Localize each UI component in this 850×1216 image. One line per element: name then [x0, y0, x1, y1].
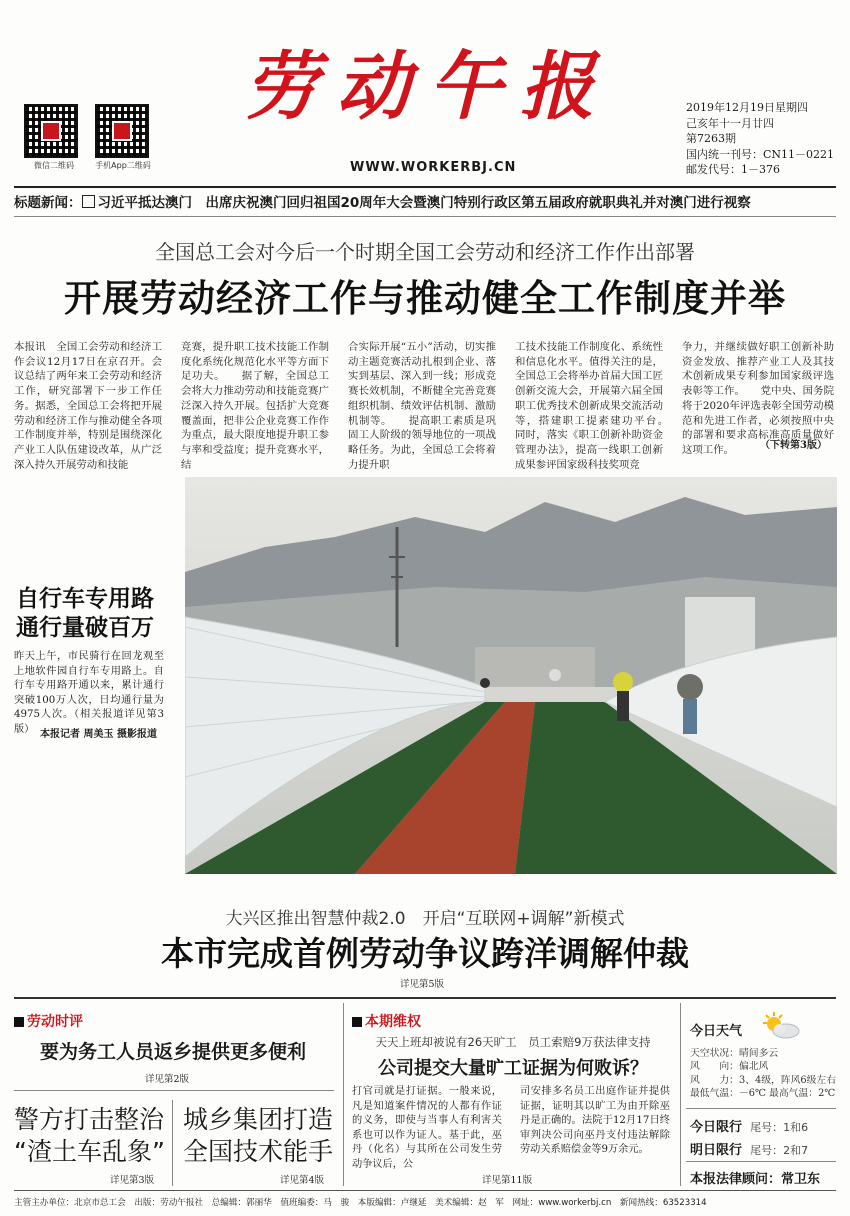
rights-column-2: 司安排多名员工出庭作证并提供证据，证明其以旷工为由开除巫丹是正确的。法院于12月17日终审判决公司向巫丹支付违法解除劳动关系赔偿金等9万余元。	[520, 1086, 670, 1155]
newspaper-logo: 劳动午报	[244, 44, 612, 130]
lead-continued: （下转第3版）	[760, 440, 827, 451]
traffic-tomorrow-value: 尾号：2和7	[750, 1144, 809, 1157]
masthead-info	[686, 100, 834, 178]
lead-kicker: 全国总工会对今后一个时期全国工会劳动和经济工作作出部署	[155, 240, 695, 264]
app-qr-code	[95, 104, 149, 158]
commentary-see-page[interactable]: 详见第2版	[145, 1074, 190, 1085]
ticker-text[interactable]: 习近平抵达澳门 出席庆祝澳门回归祖国20周年大会暨澳门特别行政区第五届政府就职典礼并对澳门进行视察	[97, 195, 751, 211]
ticker-label: 标题新闻：	[14, 195, 82, 211]
photo-caption: 昨天上午，市民骑行在回龙观至上地软件园自行车专用路上。自行车专用路开通以来，累计通行突破100万人次，日均通行量为4975人次。（相关报道详见第3版）	[14, 651, 164, 735]
commentary-section-label: 劳动时评	[27, 1014, 83, 1030]
traffic-today-label: 今日限行	[690, 1120, 743, 1135]
rights-headline[interactable]: 公司提交大量旷工证据为何败诉？	[378, 1058, 648, 1079]
issue-number: 第7263期	[686, 132, 736, 145]
lead-column-1: 本报讯 全国工会劳动和经济工作会议12月17日在京召开。会议总结了两年来工会劳动和经济工作，研究部署下一步工作任务。据悉，全国总工会将把开展劳动和经济工作与推动健全各项工作制度并举，特别是围绕深化产业工人队伍建设改革，从广泛深入持久开展劳动和技能	[14, 341, 162, 471]
wechat-qr-caption: 微信二维码	[34, 161, 74, 170]
photo-headline	[16, 585, 154, 643]
photo-headline-line1: 自行车专用路	[16, 586, 154, 612]
traffic-tomorrow	[690, 1139, 808, 1158]
weather-title: 今日天气	[690, 1024, 743, 1039]
photo-credit: 本报记者 周美玉 摄影报道	[40, 729, 157, 740]
rights-see-page[interactable]: 详见第11版	[482, 1175, 533, 1186]
weather-wind-direction: 风 向：偏北风	[690, 1061, 769, 1073]
app-qr-caption: 手机App二维码	[95, 161, 151, 170]
rights-kicker: 天天上班却被说有26天旷工 员工索赔9万获法律支持	[375, 1035, 651, 1049]
weather-details	[690, 1047, 836, 1100]
box-left-headline[interactable]	[14, 1104, 165, 1168]
traffic-today	[690, 1116, 808, 1135]
legal-advisor-label: 本报法律顾问：	[690, 1172, 782, 1187]
rights-section	[352, 1011, 421, 1031]
rights-section-label: 本期维权	[365, 1014, 421, 1030]
lead-column-2: 竞赛，提升职工技术技能工作制度化系统化规范化水平等方面下足功夫。 据了解，全国总工会将大力推动劳动和技能竞赛广泛深入持久开展。包括扩大竞赛覆盖面，把非公企业竞赛工作作为重点，最大限度地提升职工参与率和受益度；提升竞赛水平，结	[181, 341, 329, 471]
bike-lane-illustration	[185, 477, 837, 874]
checkbox-icon	[82, 195, 95, 208]
rights-column-1: 打官司就是打证据。一般来说，凡是知道案件情况的人都有作证的义务，即使与当事人有利害关系也可以作为证人。基于此，巫丹（化名）与其所在公司发生劳动争议后，公	[352, 1086, 502, 1170]
photo-headline-line2: 通行量破百万	[16, 615, 154, 641]
lead-column-5: 争力，并继续做好职工创新补助资金发放、推荐产业工人及其技术创新成果专利参加国家级评选表彰等工作。 党中央、国务院将于2020年评选表彰全国劳动模范和先进工作者，必须按照中央的部署和要求高标准高质量做好这项工作。	[682, 341, 834, 456]
post-code: 邮发代号：1－376	[686, 163, 780, 176]
cn-number: 国内统一刊号：CN11－0221	[686, 147, 835, 161]
weather-wind-force: 风 力：3、4级，阵风6级左右	[690, 1074, 837, 1086]
weather-sky: 天空状况：晴间多云	[690, 1048, 779, 1059]
legal-advisor-name: 常卫东	[781, 1172, 821, 1187]
box-mid-line1: 城乡集团打造	[183, 1105, 334, 1134]
headline-ticker	[14, 191, 751, 211]
legal-advisor	[690, 1168, 820, 1187]
footer-credits: 主管主办单位：北京市总工会 出版：劳动午报社 总编辑：郭丽华 值班编委：马 骏 本版编辑：卢继延 美术编辑：赵 军 网址：www.workerbj.cn 新闻热线：63523314	[14, 1198, 707, 1208]
lead-column-3: 合实际开展“五小”活动，切实推动主题竞赛活动扎根到企业、落实到基层、深入到一线；形成竞赛长效机制，不断健全完善竞赛组织机制、绩效评估机制、激励机制等。 提高职工素质是巩固工人阶级的领导地位的一项战略任务。为此，全国总工会将着力提升职	[348, 341, 496, 471]
box-left-line2: “渣土车乱象”	[14, 1137, 165, 1166]
lunar-date: 己亥年十一月廿四	[686, 116, 774, 130]
story2-see-page[interactable]: 详见第5版	[400, 979, 445, 990]
commentary-section	[14, 1011, 83, 1031]
bike-lane-photo	[185, 477, 837, 874]
lead-headline[interactable]: 开展劳动经济工作与推动健全工作制度并举	[64, 277, 786, 320]
story2-headline[interactable]: 本市完成首例劳动争议跨洋调解仲裁	[161, 934, 689, 973]
box-left-see-page[interactable]: 详见第3版	[110, 1175, 155, 1186]
box-mid-see-page[interactable]: 详见第4版	[280, 1175, 325, 1186]
box-left-line1: 警方打击整治	[14, 1105, 165, 1134]
traffic-tomorrow-label: 明日限行	[690, 1143, 743, 1158]
weather-sun-cloud-icon	[758, 1010, 802, 1040]
issue-date: 2019年12月19日星期四	[686, 101, 808, 114]
wechat-qr-code	[24, 104, 78, 158]
story2-kicker: 大兴区推出智慧仲裁2.0 开启“互联网+调解”新模式	[225, 909, 625, 929]
box-mid-line2: 全国技术能手	[183, 1137, 334, 1166]
box-mid-headline[interactable]	[183, 1104, 333, 1168]
weather-temperature: 最低气温：－6℃ 最高气温：2℃	[690, 1087, 836, 1099]
traffic-today-value: 尾号：1和6	[750, 1121, 809, 1134]
section-marker-icon	[352, 1017, 362, 1027]
lead-column-4: 工技术技能工作制度化、系统性和信息化水平。值得关注的是，全国总工会将举办首届大国工匠创新交流大会，开展第六届全国职工优秀技术创新成果交流活动等，搭建职工提素建功平台。 同时，落实《职工创新补助资金管理办法》，提高一线职工创新成果参评国家级科技奖项竞	[515, 341, 684, 471]
commentary-headline[interactable]: 要为务工人员返乡提供更多便利	[39, 1041, 306, 1063]
section-marker-icon	[14, 1017, 24, 1027]
website-url: WWW.WORKERBJ.CN	[350, 160, 517, 175]
